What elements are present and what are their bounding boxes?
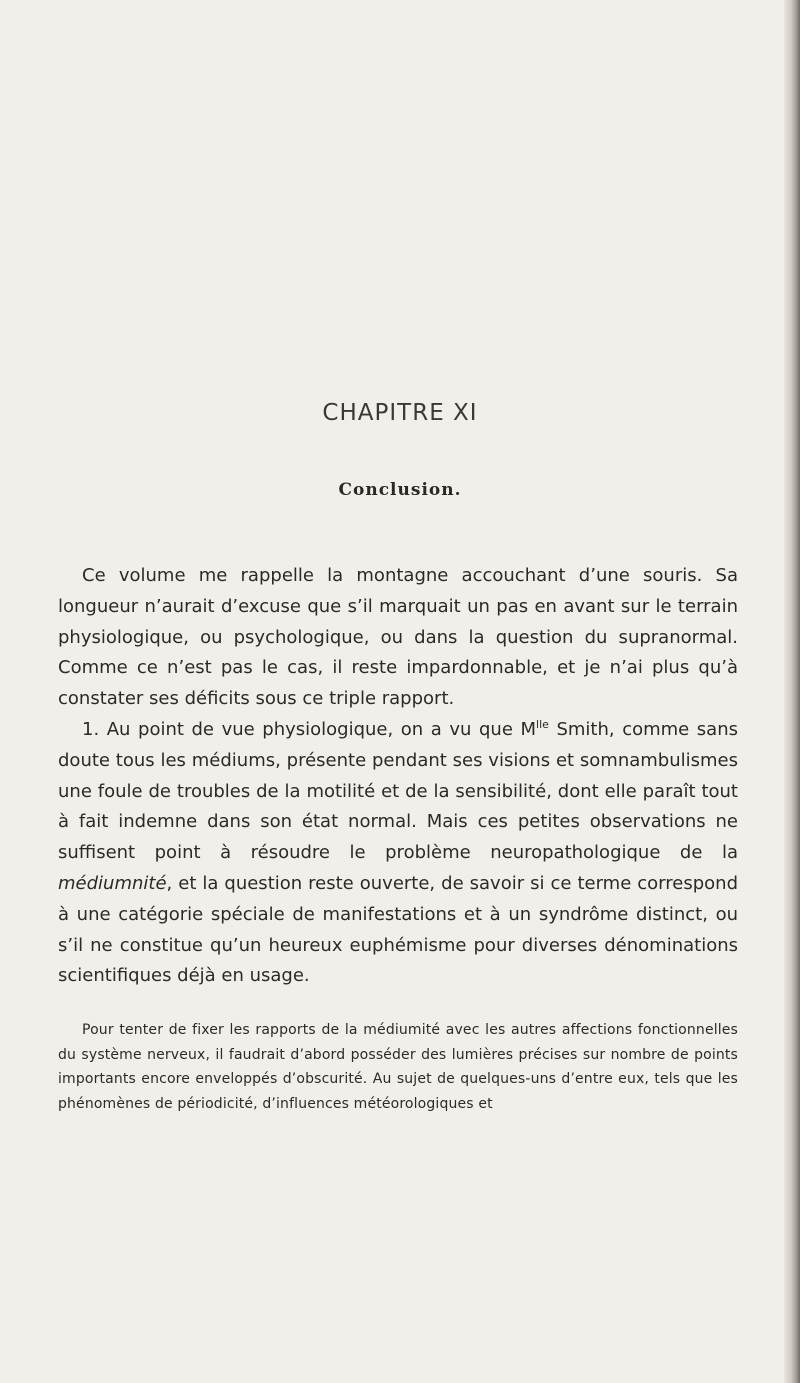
section-title: Conclusion.: [338, 480, 462, 500]
paragraph-physiology-text-3: , et la question reste ouverte, de savoir si ce terme correspond à une catégorie spéciale de manifestations et à un syndrôme distinct, ou s’il ne constitue qu’un heureux euphémisme pour diverses dénominations scientifiques déjà en usage.: [58, 872, 738, 987]
paragraph-physiology-text-2: Smith, comme sans doute tous les médiums, présente pendant ses visions et somnambulismes une foule de troubles de la motilité et de la sensibilité, dont elle paraît tout à fait indemne dans son état normal. Mais ces petites observations ne suffisent point à résoudre le problème neuropathologique de la: [58, 718, 739, 864]
title-abbreviation: lle: [536, 717, 549, 731]
paragraph-physiology-text: 1. Au point de vue physiologique, on a vu que M: [82, 718, 537, 740]
paragraph-intro: Ce volume me rappelle la montagne accouchant d’une souris. Sa longueur n’aurait d’excuse que s’il marquait un pas en avant sur le terrain physiologique, ou psychologique, ou dans la question du supranormal. Comme ce n’est pas le cas, il reste impardonnable, et je n’ai plus qu’à constater ses déficits sous ce triple rapport.: [58, 565, 738, 710]
small-print-paragraph: Pour tenter de fixer les rapports de la médiumité avec les autres affections fonctionnelles du système nerveux, il faudrait d’abord posséder des lumières précises sur nombre de points importants encore enveloppés d’obscurité. Au sujet de quelques-uns d’entre eux, tels que les phénomènes de périodicité, d’influences météorologiques et: [58, 1022, 738, 1112]
italic-term: médiumnité: [58, 872, 167, 894]
body-text: [58, 561, 738, 992]
page-edge-shadow: [784, 0, 800, 1383]
paragraph-physiology: [58, 715, 738, 992]
chapter-title: CHAPITRE XI: [322, 400, 478, 426]
